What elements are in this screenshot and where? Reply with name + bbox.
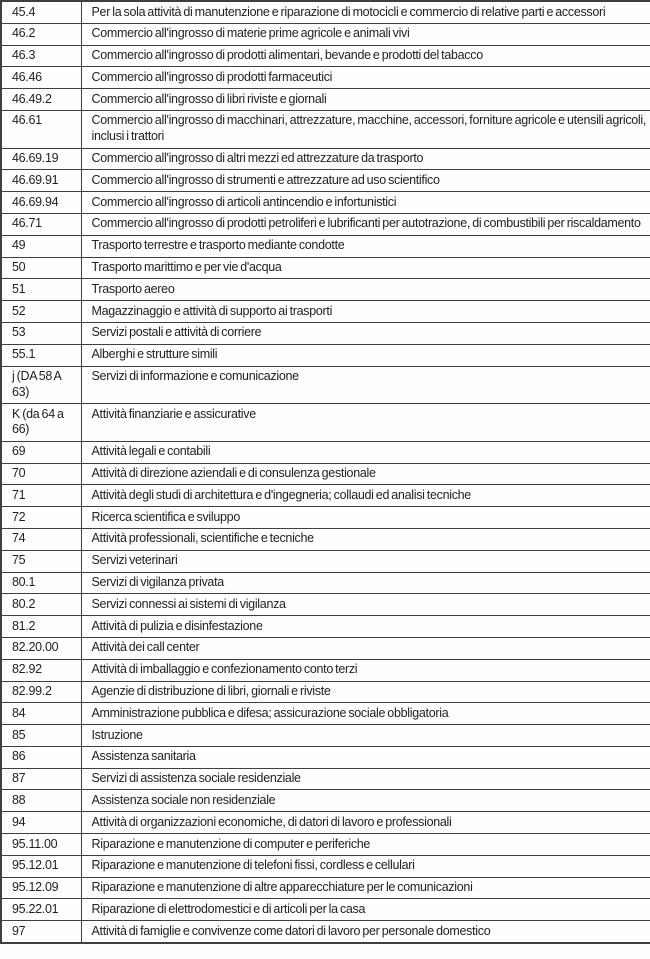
table-row: [1, 67, 650, 89]
code-cell: 95.22.01: [1, 899, 81, 921]
code-cell: 53: [1, 322, 81, 344]
code-cell: 46.69.91: [1, 170, 81, 192]
table-row: [1, 550, 650, 572]
table-row: [1, 170, 650, 192]
code-cell: 95.12.01: [1, 855, 81, 877]
ateco-table-body: [1, 1, 650, 943]
code-cell: 46.69.19: [1, 148, 81, 170]
code-cell: 82.92: [1, 659, 81, 681]
description-cell: Servizi di assistenza sociale residenziale: [81, 768, 650, 790]
table-row: [1, 899, 650, 921]
code-cell: 88: [1, 790, 81, 812]
table-row: [1, 637, 650, 659]
table-row: [1, 921, 650, 943]
table-row: [1, 279, 650, 301]
table-row: [1, 725, 650, 747]
description-cell: Attività di organizzazioni economiche, di datori di lavoro e professionali: [81, 812, 650, 834]
description-cell: Riparazione di elettrodomestici e di articoli per la casa: [81, 899, 650, 921]
description-cell: Servizi di vigilanza privata: [81, 572, 650, 594]
code-cell: 97: [1, 921, 81, 943]
description-cell: Attività dei call center: [81, 637, 650, 659]
description-cell: Agenzie di distribuzione di libri, giornali e riviste: [81, 681, 650, 703]
table-row: [1, 812, 650, 834]
description-cell: Riparazione e manutenzione di telefoni fissi, cordless e cellulari: [81, 855, 650, 877]
code-cell: 69: [1, 441, 81, 463]
description-cell: Trasporto terrestre e trasporto mediante condotte: [81, 235, 650, 257]
table-row: [1, 322, 650, 344]
table-row: [1, 572, 650, 594]
table-row: [1, 834, 650, 856]
description-cell: Commercio all'ingrosso di articoli antincendio e infortunistici: [81, 192, 650, 214]
description-cell: Commercio all'ingrosso di altri mezzi ed attrezzature da trasporto: [81, 148, 650, 170]
table-row: [1, 344, 650, 366]
table-row: [1, 45, 650, 67]
table-row: [1, 110, 650, 148]
description-cell: Per la sola attività di manutenzione e riparazione di motocicli e commercio di relative parti e accessori: [81, 1, 650, 23]
table-row: [1, 463, 650, 485]
description-cell: Attività di pulizia e disinfestazione: [81, 616, 650, 638]
code-cell: 80.2: [1, 594, 81, 616]
description-cell: Commercio all'ingrosso di materie prime agricole e animali vivi: [81, 23, 650, 45]
description-cell: Attività professionali, scientifiche e tecniche: [81, 528, 650, 550]
code-cell: 87: [1, 768, 81, 790]
description-cell: Servizi postali e attività di corriere: [81, 322, 650, 344]
description-cell: Magazzinaggio e attività di supporto ai trasporti: [81, 301, 650, 323]
table-row: [1, 790, 650, 812]
table-row: [1, 681, 650, 703]
description-cell: Attività di imballaggio e confezionamento conto terzi: [81, 659, 650, 681]
description-cell: Alberghi e strutture simili: [81, 344, 650, 366]
code-cell: 86: [1, 746, 81, 768]
code-cell: 80.1: [1, 572, 81, 594]
description-cell: Attività di famiglie e convivenze come datori di lavoro per personale domestico: [81, 921, 650, 943]
code-cell: j (DA 58 A 63): [1, 366, 81, 404]
code-cell: 70: [1, 463, 81, 485]
description-cell: Commercio all'ingrosso di prodotti alimentari, bevande e prodotti del tabacco: [81, 45, 650, 67]
code-cell: 95.12.09: [1, 877, 81, 899]
table-row: [1, 746, 650, 768]
table-row: [1, 404, 650, 442]
code-cell: 82.20.00: [1, 637, 81, 659]
code-cell: 55.1: [1, 344, 81, 366]
description-cell: Commercio all'ingrosso di prodotti petroliferi e lubrificanti per autotrazione, di combustibili per riscaldamento: [81, 213, 650, 235]
description-cell: Amministrazione pubblica e difesa; assicurazione sociale obbligatoria: [81, 703, 650, 725]
description-cell: Riparazione e manutenzione di altre apparecchiature per le comunicazioni: [81, 877, 650, 899]
description-cell: Commercio all'ingrosso di strumenti e attrezzature ad uso scientifico: [81, 170, 650, 192]
table-row: [1, 235, 650, 257]
table-row: [1, 213, 650, 235]
code-cell: 45.4: [1, 1, 81, 23]
code-cell: 46.69.94: [1, 192, 81, 214]
table-row: [1, 594, 650, 616]
description-cell: Trasporto aereo: [81, 279, 650, 301]
code-cell: 94: [1, 812, 81, 834]
table-row: [1, 89, 650, 111]
description-cell: Istruzione: [81, 725, 650, 747]
table-row: [1, 703, 650, 725]
code-cell: 72: [1, 507, 81, 529]
description-cell: Trasporto marittimo e per vie d'acqua: [81, 257, 650, 279]
description-cell: Commercio all'ingrosso di prodotti farmaceutici: [81, 67, 650, 89]
description-cell: Commercio all'ingrosso di macchinari, attrezzature, macchine, accessori, forniture agricole e utensili agricoli, inclusi i trattori: [81, 110, 650, 148]
description-cell: Riparazione e manutenzione di computer e periferiche: [81, 834, 650, 856]
table-row: [1, 257, 650, 279]
table-row: [1, 148, 650, 170]
code-cell: 46.46: [1, 67, 81, 89]
code-cell: 46.2: [1, 23, 81, 45]
table-row: [1, 507, 650, 529]
description-cell: Servizi di informazione e comunicazione: [81, 366, 650, 404]
code-cell: 51: [1, 279, 81, 301]
table-row: [1, 485, 650, 507]
description-cell: Attività finanziarie e assicurative: [81, 404, 650, 442]
code-cell: 46.3: [1, 45, 81, 67]
code-cell: 46.49.2: [1, 89, 81, 111]
table-row: [1, 528, 650, 550]
table-row: [1, 855, 650, 877]
table-row: [1, 616, 650, 638]
code-cell: 50: [1, 257, 81, 279]
code-cell: 71: [1, 485, 81, 507]
table-row: [1, 659, 650, 681]
description-cell: Servizi veterinari: [81, 550, 650, 572]
description-cell: Attività legali e contabili: [81, 441, 650, 463]
table-row: [1, 768, 650, 790]
description-cell: Assistenza sanitaria: [81, 746, 650, 768]
code-cell: K (da 64 a 66): [1, 404, 81, 442]
description-cell: Ricerca scientifica e sviluppo: [81, 507, 650, 529]
table-row: [1, 23, 650, 45]
code-cell: 82.99.2: [1, 681, 81, 703]
table-row: [1, 877, 650, 899]
code-cell: 81.2: [1, 616, 81, 638]
code-cell: 75: [1, 550, 81, 572]
table-row: [1, 1, 650, 23]
code-cell: 46.71: [1, 213, 81, 235]
description-cell: Servizi connessi ai sistemi di vigilanza: [81, 594, 650, 616]
table-row: [1, 366, 650, 404]
code-cell: 74: [1, 528, 81, 550]
code-cell: 46.61: [1, 110, 81, 148]
code-cell: 49: [1, 235, 81, 257]
table-row: [1, 192, 650, 214]
code-cell: 95.11.00: [1, 834, 81, 856]
code-cell: 84: [1, 703, 81, 725]
table-row: [1, 301, 650, 323]
code-cell: 85: [1, 725, 81, 747]
code-cell: 52: [1, 301, 81, 323]
table-row: [1, 441, 650, 463]
description-cell: Attività degli studi di architettura e d'ingegneria; collaudi ed analisi tecniche: [81, 485, 650, 507]
description-cell: Assistenza sociale non residenziale: [81, 790, 650, 812]
description-cell: Commercio all'ingrosso di libri riviste e giornali: [81, 89, 650, 111]
description-cell: Attività di direzione aziendali e di consulenza gestionale: [81, 463, 650, 485]
